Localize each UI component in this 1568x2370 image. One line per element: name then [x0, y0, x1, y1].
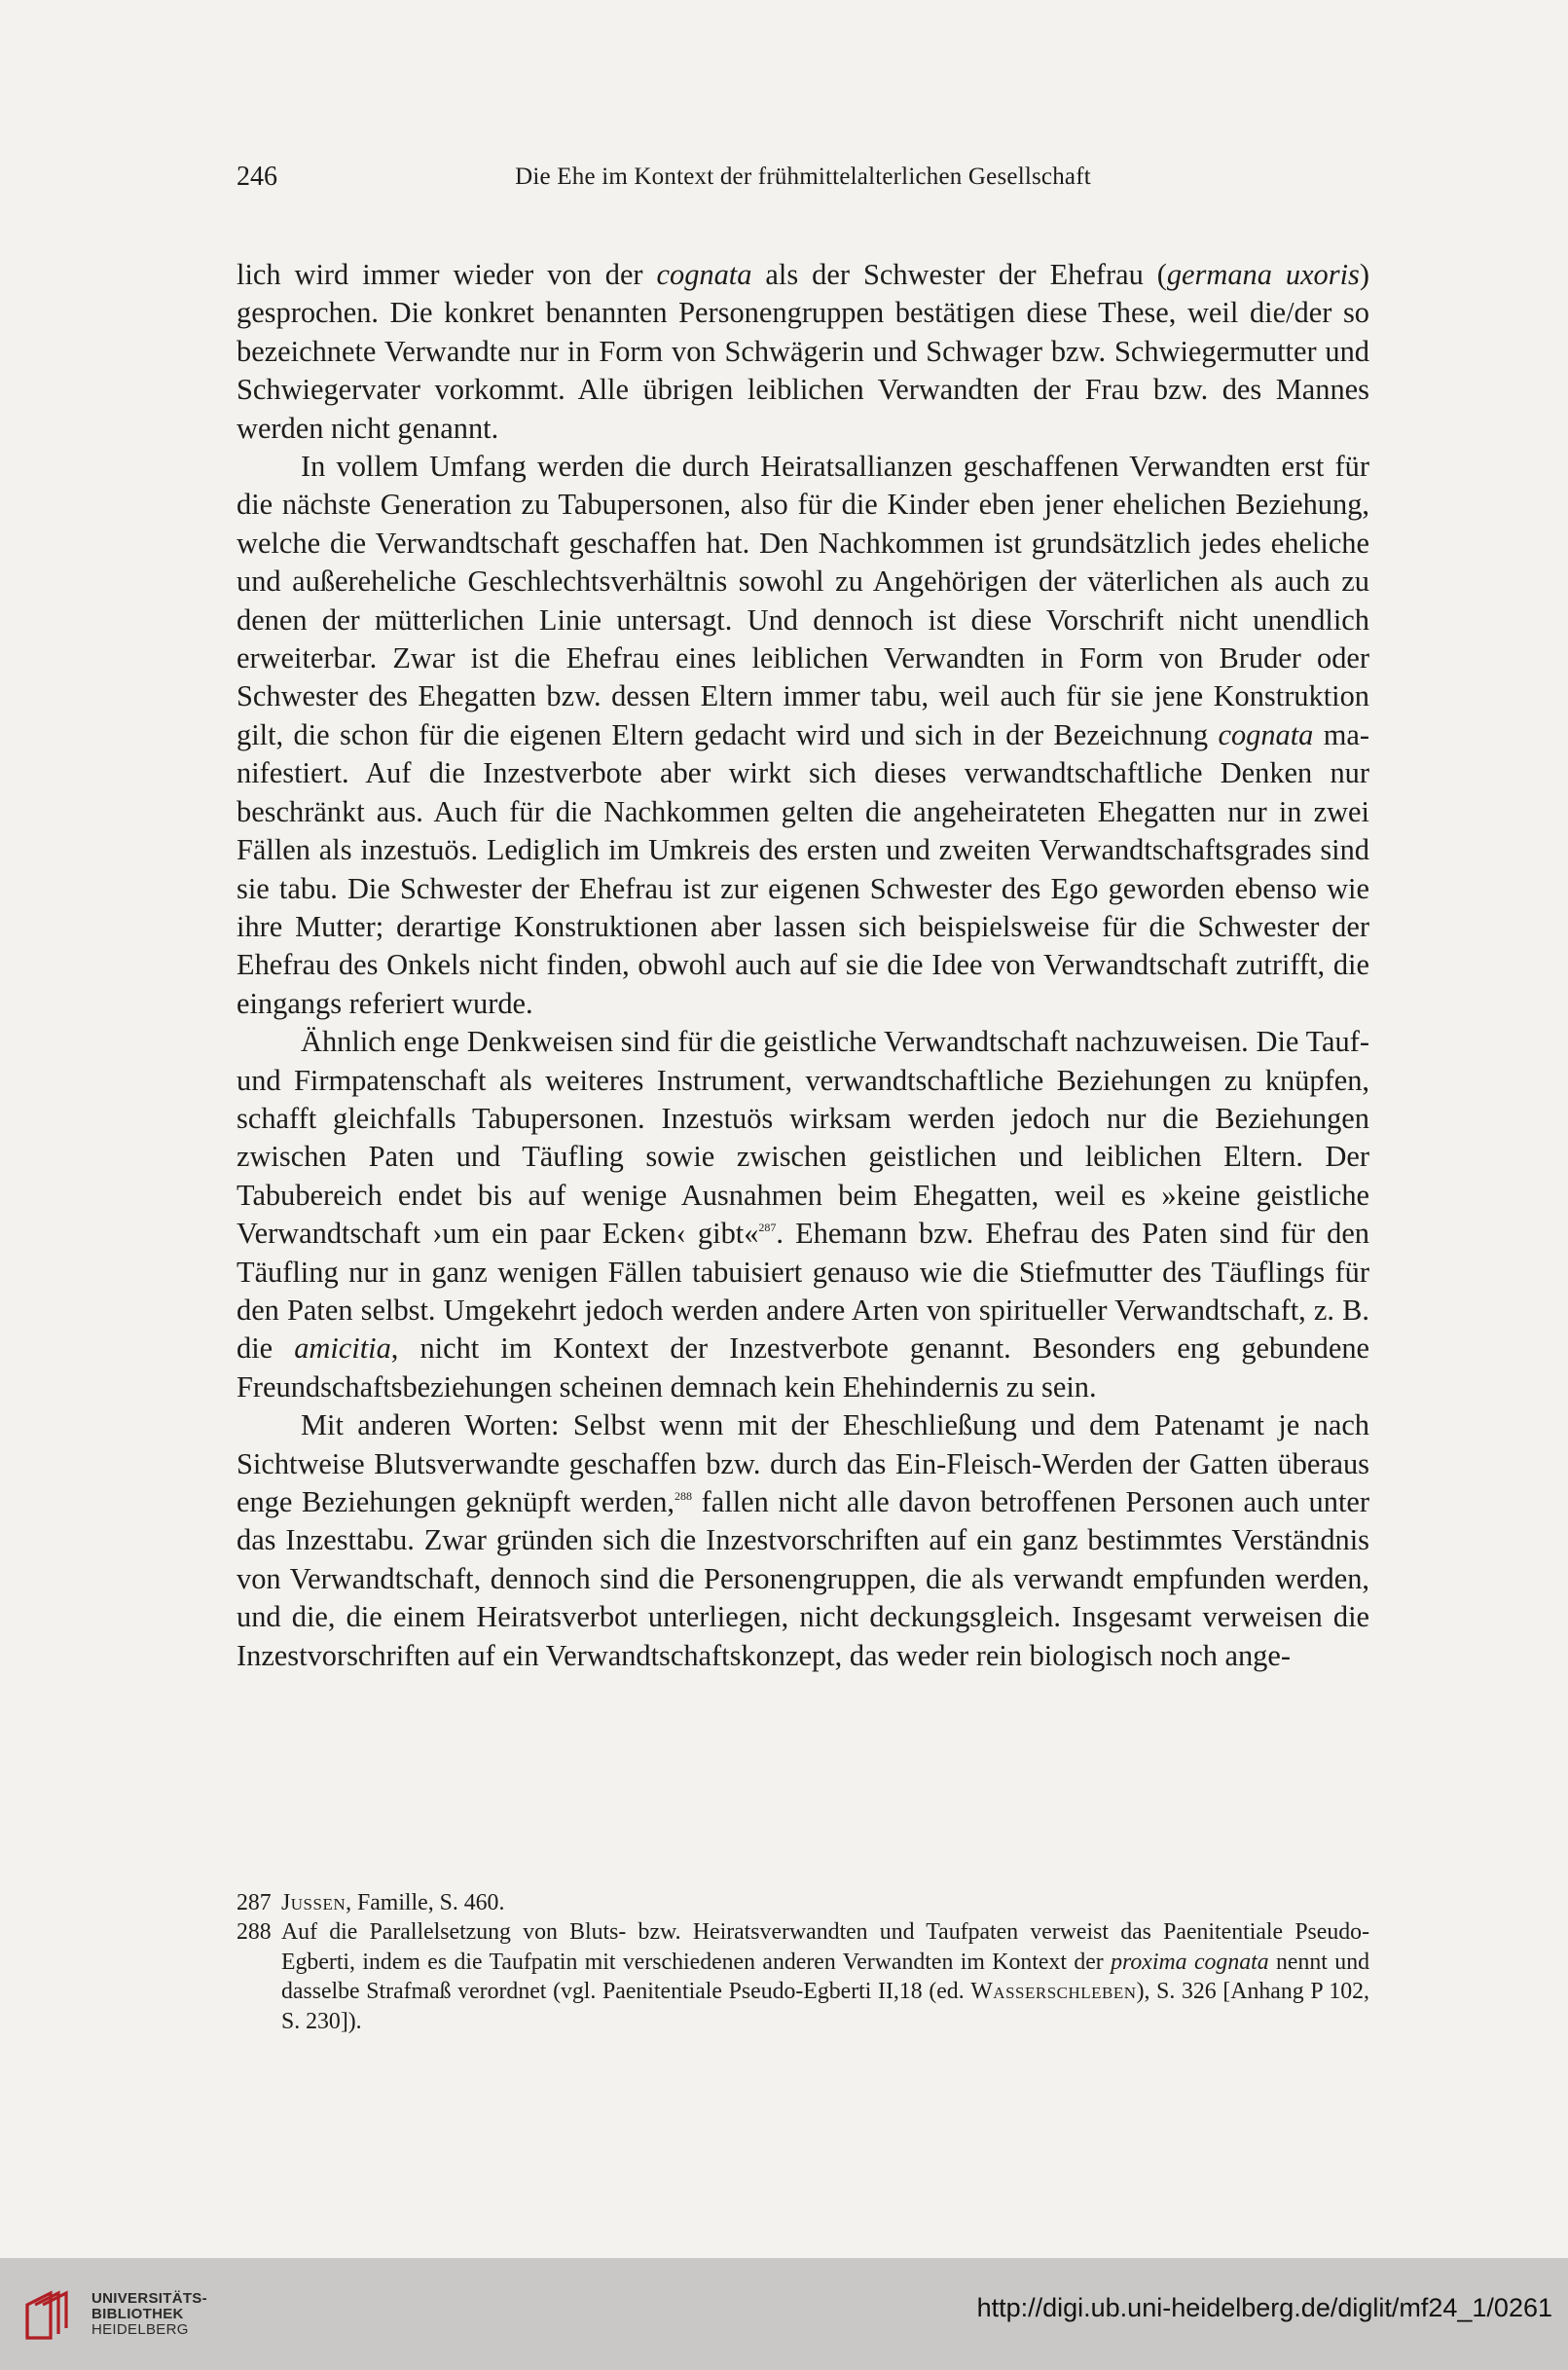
text-run: Ähnlich enge Denkweisen sind für die geistliche Verwandtschaft nachzuweisen. Die Tauf- und Firmpatenschaft als weiteres Instrument, verwandtschaftliche Beziehungen zu knüpfen, schafft gleichfalls Tabupersonen. Inzestuös wirksam werden jedoch nur die Beziehungen zwischen Paten und Täufling sowie zwischen geistlichen und leiblichen Eltern. Der Tabubereich endet bis auf wenige Ausnahmen beim Ehegatten, weil es »keine geistliche Verwandtschaft ›um ein paar Ecken‹ gibt«	[237, 1025, 1369, 1251]
text-run: manifestiert. Auf die Inzestverbote aber wirkt sich dieses verwandtschaftliche Denken nur beschränkt aus. Auch für die Nachkommen gelten die angeheirateten Ehegatten nur in zwei Fällen als inzestuös. Lediglich im Umkreis des ersten und zweiten Verwandtschaftsgrades sind sie tabu. Die Schwester der Ehefrau ist zur eigenen Schwester des Ego geworden ebenso wie ihre Mutter; derartige Konstruktionen aber lassen sich beispielsweise für die Schwester der Ehefrau des Onkels nicht finden, obwohl auch auf sie die Idee von Verwandtschaft zutrifft, die eingangs referiert wurde.	[237, 717, 1369, 1020]
text-run: ) gesprochen. Die konkret benannten Personengruppen bestätigen diese These, weil die/der so bezeichnete Verwandte nur in Form von Schwägerin und Schwager bzw. Schwiegermutter und Schwiegervater vorkommt. Alle übrigen leiblichen Verwandten der Frau bzw. des Mannes werden nicht genannt.	[237, 258, 1369, 445]
text-run: In vollem Umfang werden die durch Heiratsallianzen geschaffenen Verwandten erst für die nächste Generation zu Tabupersonen, also für die Kinder eben jener ehelichen Beziehung, welche die Verwandtschaft geschaffen hat. Den Nachkommen ist grundsätzlich jedes eheliche und außereheliche Geschlechtsverhältnis sowohl zu Angehörigen der väterlichen als auch zu denen der mütterlichen Linie untersagt. Und dennoch ist diese Vorschrift nicht unendlich erweiterbar. Zwar ist die Ehefrau eines leiblichen Verwandten in Form von Bruder oder Schwester des Ehegatten bzw. dessen Eltern immer tabu, weil auch für sie jene Konstruktion gilt, die schon für die eigenen Eltern gedacht wird und sich in der Bezeichnung	[237, 450, 1369, 751]
paragraph-1	[237, 256, 1369, 448]
running-title: Die Ehe im Kontext der frühmittelalterlichen Gesellschaft	[515, 164, 1091, 190]
library-logo[interactable]	[21, 2276, 216, 2353]
text-run: fallen nicht alle davon betroffenen Personen auch unter das Inzesttabu. Zwar gründen sich die Inzestvorschriften auf ein ganz bestimmtes Verständnis von Verwandtschaft, dennoch sind die Personengruppen, die als verwandt empfunden werden, und die, die einem Heiratsverbot unterliegen, nicht deckungsgleich. Insgesamt verweisen die Inzestvorschriften auf ein Verwandtschaftskonzept, das weder rein biologisch noch ange-	[237, 1485, 1369, 1672]
footnote-288	[237, 1917, 1369, 2036]
italic-term: amicitia	[294, 1331, 391, 1366]
italic-term: germana uxoris	[1166, 258, 1360, 291]
footnote-287	[237, 1888, 1369, 1917]
page-header	[237, 162, 1369, 201]
paragraph-3	[237, 1023, 1369, 1406]
digitization-footer	[0, 2258, 1568, 2370]
paragraph-2	[237, 448, 1369, 1023]
footnote-ref-287[interactable]: 287	[758, 1221, 777, 1235]
text-run: nennt und dasselbe Strafmaß verordnet (vgl. Paenitentiale Pseudo-Egberti II,18 (ed.	[281, 1949, 1369, 2005]
paragraph-4	[237, 1406, 1369, 1675]
text-run: , nicht im Kontext der Inzestverbote genannt. Besonders eng gebundene Freundschaftsbeziehungen scheinen demnach kein Ehehindernis zu sein.	[237, 1331, 1370, 1404]
footnote-number: 287	[237, 1890, 272, 1915]
logo-line: BIBLIOTHEK	[91, 2306, 184, 2322]
text-run: . Ehemann bzw. Ehefrau des Paten sind für den Täufling nur in ganz wenigen Fällen tabuisiert genauso wie die Stiefmutter des Täuflings für den Paten selbst. Umgekehrt jedoch werden andere Arten von spiritueller Verwandtschaft, z. B. die	[237, 1217, 1369, 1366]
page-number: 246	[237, 162, 277, 192]
text-run: ), S. 326 [Anhang P 102, S. 230]).	[281, 1979, 1370, 2034]
footnotes	[237, 1888, 1369, 2036]
logo-line: HEIDELBERG	[91, 2321, 189, 2338]
italic-term: cognata	[1218, 717, 1314, 751]
footnote-ref-288[interactable]: 288	[675, 1489, 693, 1503]
italic-term: cognata	[656, 258, 752, 291]
main-text	[237, 256, 1369, 1675]
text-run: als der Schwester der Ehefrau (	[751, 258, 1167, 291]
library-logo-icon	[21, 2283, 78, 2344]
library-logo-text	[91, 2291, 207, 2338]
text-run: Mit anderen Worten: Selbst wenn mit der Eheschließung und dem Patenamt je nach Sichtweise Blutsverwandte geschaffen bzw. durch das Ein-Fleisch-Werden der Gatten überaus enge Beziehungen geknüpft werden,	[237, 1408, 1369, 1518]
text-run: lich wird immer wieder von der	[237, 258, 657, 291]
author-name: Wasserschleben	[970, 1979, 1137, 2005]
author-name: Jussen	[281, 1890, 346, 1915]
permalink-url[interactable]: http://digi.ub.uni-heidelberg.de/diglit/mf24_1/0261	[976, 2293, 1552, 2322]
italic-term: proxima cognata	[1111, 1949, 1269, 1975]
logo-line: UNIVERSITÄTS-	[91, 2290, 207, 2307]
text-run: , Famille, S. 460.	[346, 1890, 505, 1915]
footnote-number: 288	[237, 1919, 272, 1946]
text-run: Auf die Parallelsetzung von Bluts- bzw. Heiratsverwandten und Taufpaten verweist das Paenitentiale Pseudo-Egberti, indem es die Taufpatin mit verschiedenen anderen Verwandten im Kontext der	[281, 1919, 1369, 1975]
